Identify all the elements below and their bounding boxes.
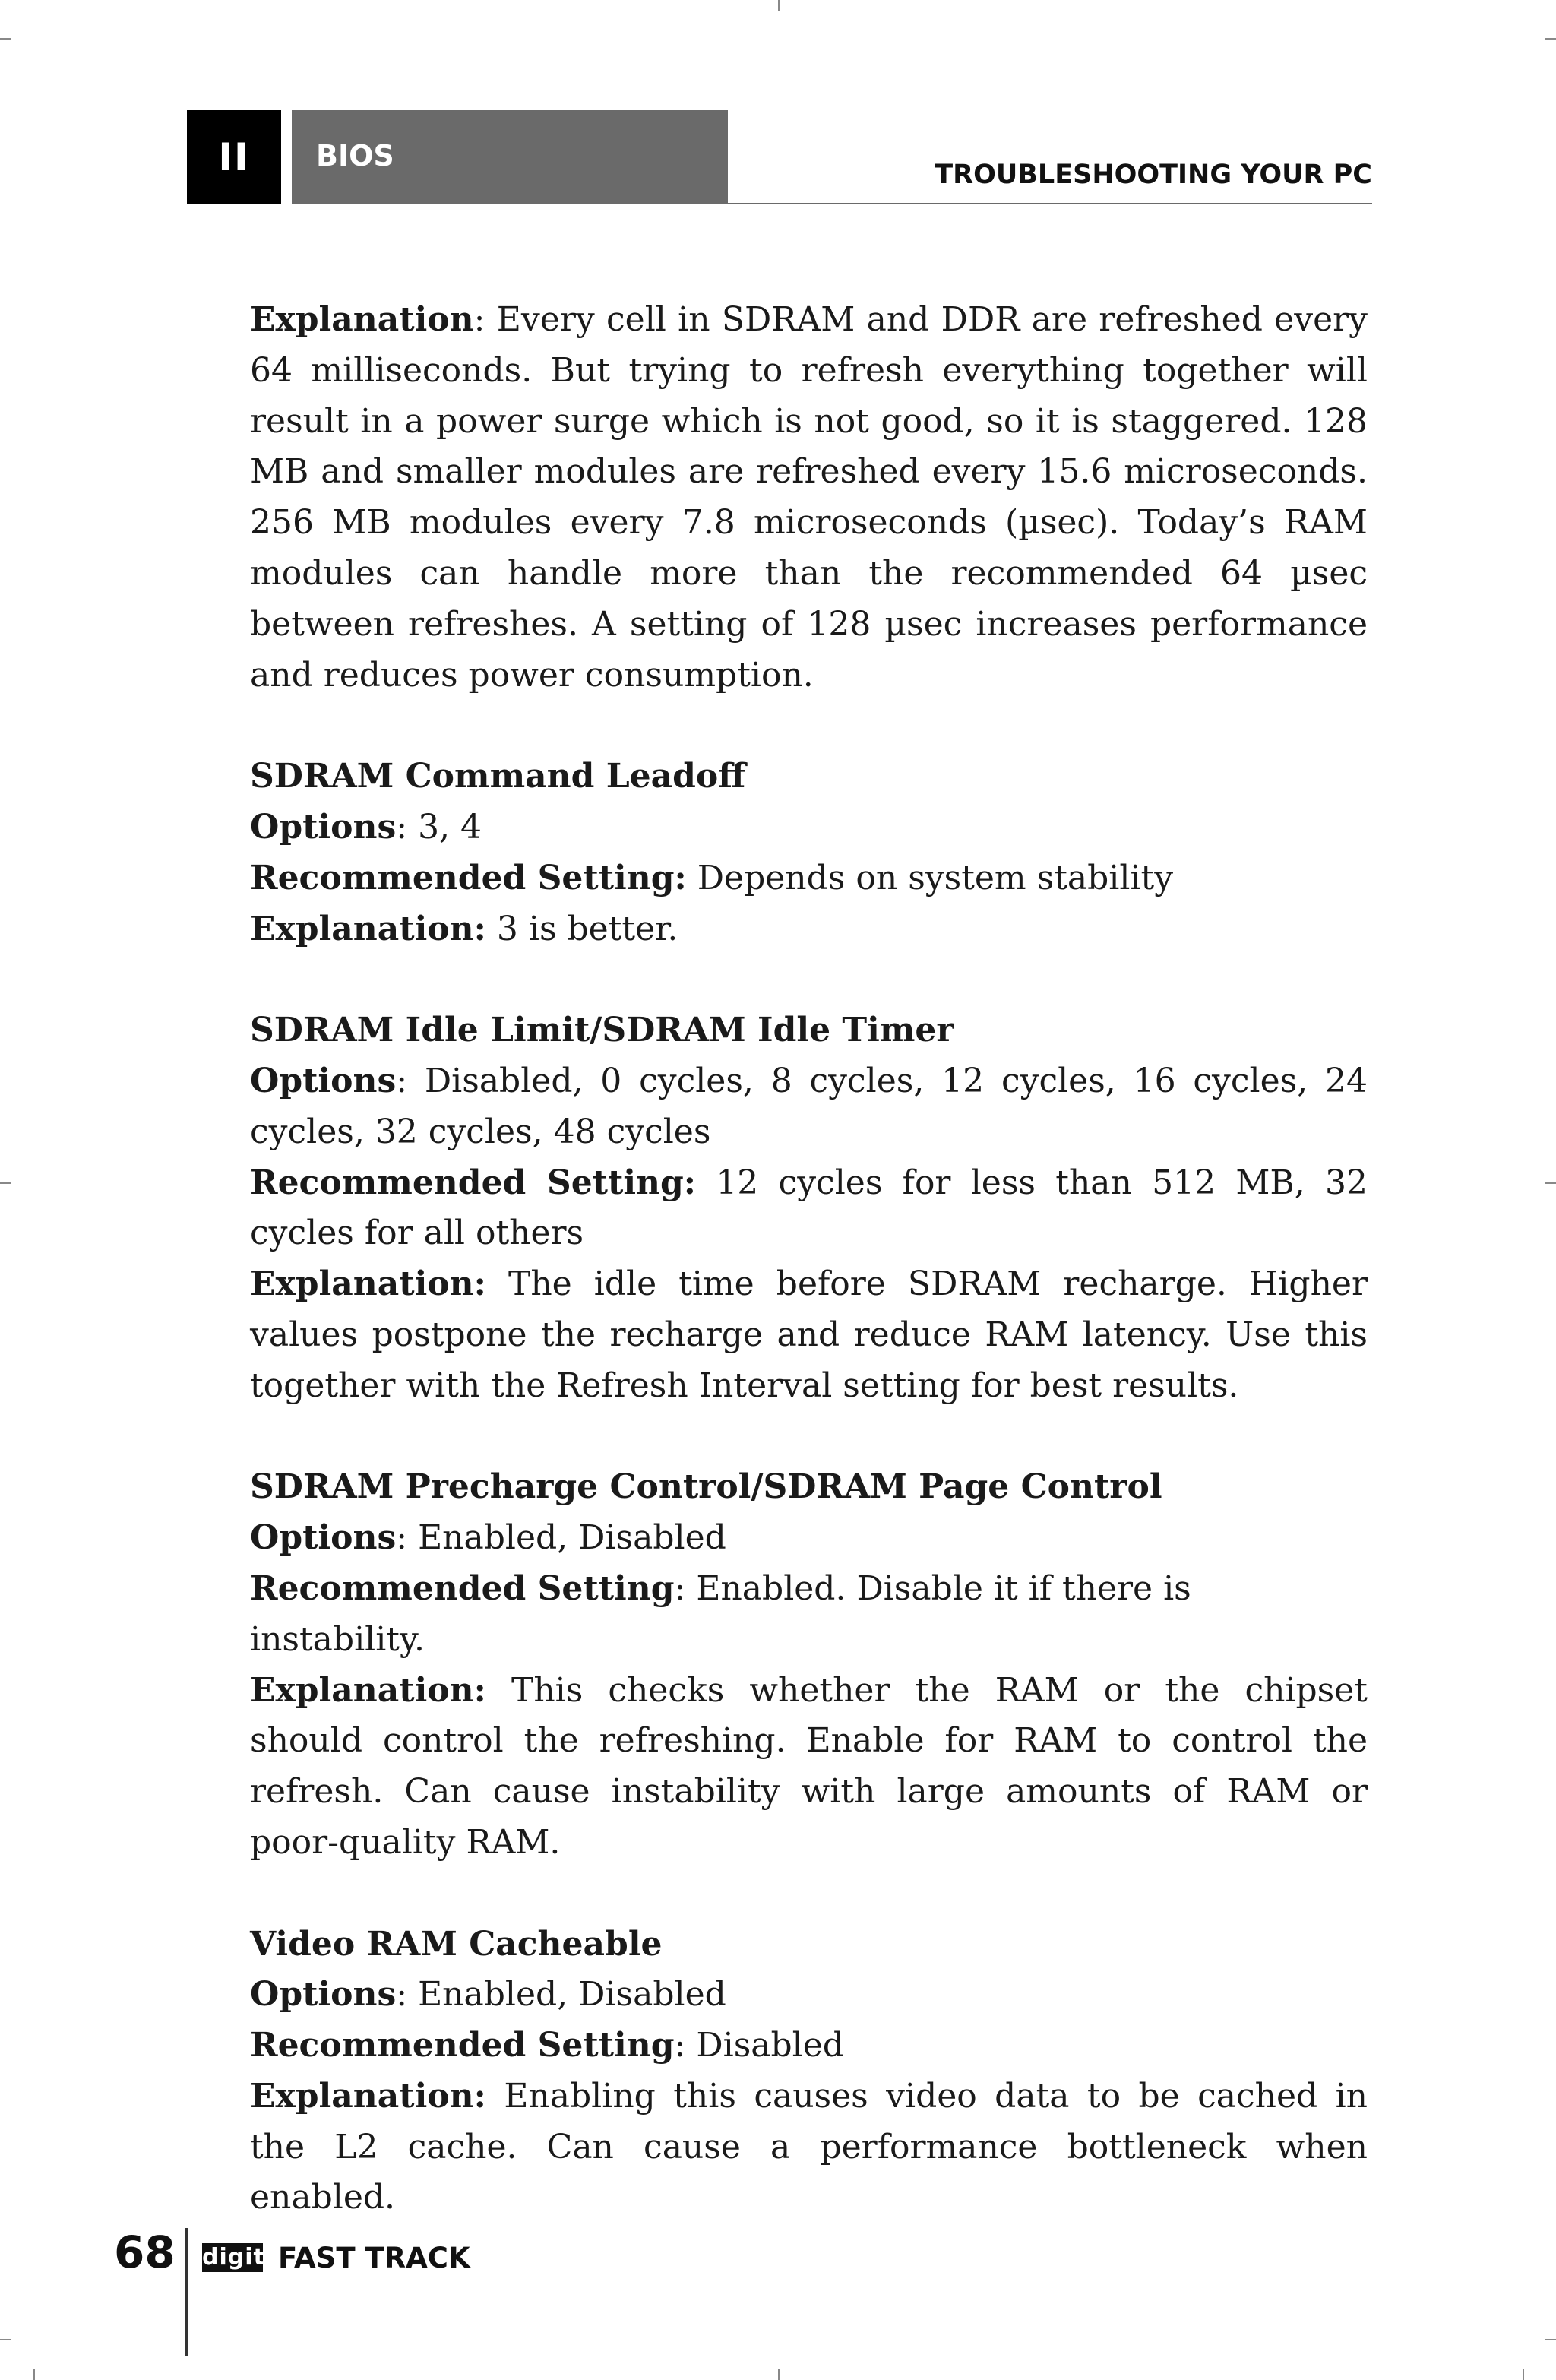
- crop-mark: [1545, 1182, 1556, 1184]
- page-body: [250, 295, 1368, 2274]
- crop-mark: [1545, 38, 1556, 40]
- entry-options: Options: Enabled, Disabled: [250, 1518, 726, 1558]
- entry-title: SDRAM Precharge Control/SDRAM Page Control: [250, 1467, 1162, 1507]
- explanation-value: This checks whether the RAM or the chipset should control the refreshing. Enable for RAM to control the refresh. Can cause instability with large amounts of RAM or poor-quality RAM.: [250, 1670, 1368, 1862]
- intro-text: Every cell in SDRAM and DDR are refreshed every 64 milliseconds. But trying to refresh everything together will result in a power surge which is not good, so it is staggered. 128 MB and smaller modules are refreshed every 15.6 microseconds. 256 MB modules every 7.8 microseconds (µsec). Today’s RAM modules can handle more than the recommended 64 µsec between refreshes. A setting of 128 µsec increases performance and reduces power consumption.: [250, 300, 1368, 695]
- entry-options: Options: Disabled, 0 cycles, 8 cycles, 12 cycles, 16 cycles, 24 cycles, 32 cycles, 48 cycles: [250, 1061, 1368, 1151]
- crop-mark: [0, 38, 11, 40]
- explanation-label: Explanation:: [250, 1670, 486, 1710]
- bios-entry-command-leadoff: [250, 752, 1368, 954]
- entry-explanation: [250, 1259, 1368, 1411]
- digit-logo: digit: [202, 2244, 265, 2271]
- explanation-label: Explanation:: [250, 1264, 486, 1304]
- entry-title: SDRAM Idle Limit/SDRAM Idle Timer: [250, 1011, 954, 1050]
- page-number: 68: [114, 2227, 176, 2278]
- crop-mark: [0, 1182, 11, 1184]
- part-number: II: [218, 135, 250, 179]
- entry-recommended: [250, 1158, 1368, 1260]
- running-title: TROUBLESHOOTING YOUR PC: [935, 160, 1372, 190]
- options-label: Options: [250, 1061, 397, 1100]
- entry-options: Options: Enabled, Disabled: [250, 1975, 726, 2014]
- crop-mark: [778, 2369, 780, 2380]
- explanation-value: Enabling this causes video data to be cached in the L2 cache. Can cause a performance bottleneck when enabled.: [250, 2076, 1368, 2217]
- entry-title: SDRAM Command Leadoff: [250, 757, 746, 796]
- crop-mark: [1545, 2339, 1556, 2340]
- entry-explanation: [250, 2071, 1368, 2223]
- crop-mark: [33, 2369, 35, 2380]
- recommended-value: Enabled. Disable it if there is instability.: [250, 1568, 1191, 1659]
- crop-mark: [778, 0, 780, 11]
- explanation-value: The idle time before SDRAM recharge. Higher values postpone the recharge and reduce RAM latency. Use this together with the Refresh Interval setting for best results.: [250, 1264, 1368, 1405]
- recommended-value: Depends on system stability: [697, 858, 1174, 897]
- section-tab: [292, 110, 728, 204]
- explanation-label: Explanation:: [250, 909, 486, 948]
- entry-recommended: Recommended Setting: Disabled: [250, 2026, 844, 2065]
- footer-rule: [185, 2228, 188, 2356]
- recommended-label: Recommended Setting:: [250, 1163, 697, 1202]
- options-value: Enabled, Disabled: [418, 1518, 726, 1558]
- part-number-badge: [187, 110, 281, 204]
- intro-paragraph: [250, 295, 1368, 701]
- options-label: Options: [250, 807, 397, 847]
- explanation-label: Explanation: [250, 300, 474, 339]
- series-name: FAST TRACK: [278, 2242, 470, 2274]
- crop-mark: [1523, 2369, 1524, 2380]
- options-value: Disabled, 0 cycles, 8 cycles, 12 cycles, 16 cycles, 24 cycles, 32 cycles, 48 cycles: [250, 1061, 1368, 1151]
- recommended-label: Recommended Setting:: [250, 858, 687, 897]
- entry-explanation: [250, 1666, 1368, 1869]
- bios-entry-idle-limit: [250, 1005, 1368, 1411]
- options-value: 3, 4: [418, 807, 482, 847]
- header-rule: [728, 203, 1372, 204]
- section-title: BIOS: [316, 139, 394, 172]
- entry-explanation: [250, 904, 1368, 955]
- explanation-value: 3 is better.: [496, 909, 678, 948]
- explanation-label: Explanation:: [250, 2076, 486, 2116]
- entry-recommended: [250, 853, 1368, 904]
- recommended-value: 12 cycles for less than 512 MB, 32 cycles for all others: [250, 1163, 1368, 1253]
- options-label: Options: [250, 1518, 397, 1558]
- bios-entry-precharge-control: [250, 1462, 1368, 1868]
- bios-entry-video-ram-cacheable: [250, 1920, 1368, 2224]
- entry-recommended: Recommended Setting: Enabled. Disable it if there is instability.: [250, 1568, 1191, 1659]
- options-value: Enabled, Disabled: [418, 1975, 726, 2014]
- options-label: Options: [250, 1975, 397, 2014]
- recommended-label: Recommended Setting: [250, 1568, 675, 1608]
- crop-mark: [0, 2339, 11, 2340]
- label-separator: :: [473, 300, 497, 339]
- recommended-label: Recommended Setting: [250, 2026, 675, 2065]
- entry-options: Options: 3, 4: [250, 807, 482, 847]
- recommended-value: Disabled: [696, 2026, 844, 2065]
- entry-title: Video RAM Cacheable: [250, 1924, 663, 1964]
